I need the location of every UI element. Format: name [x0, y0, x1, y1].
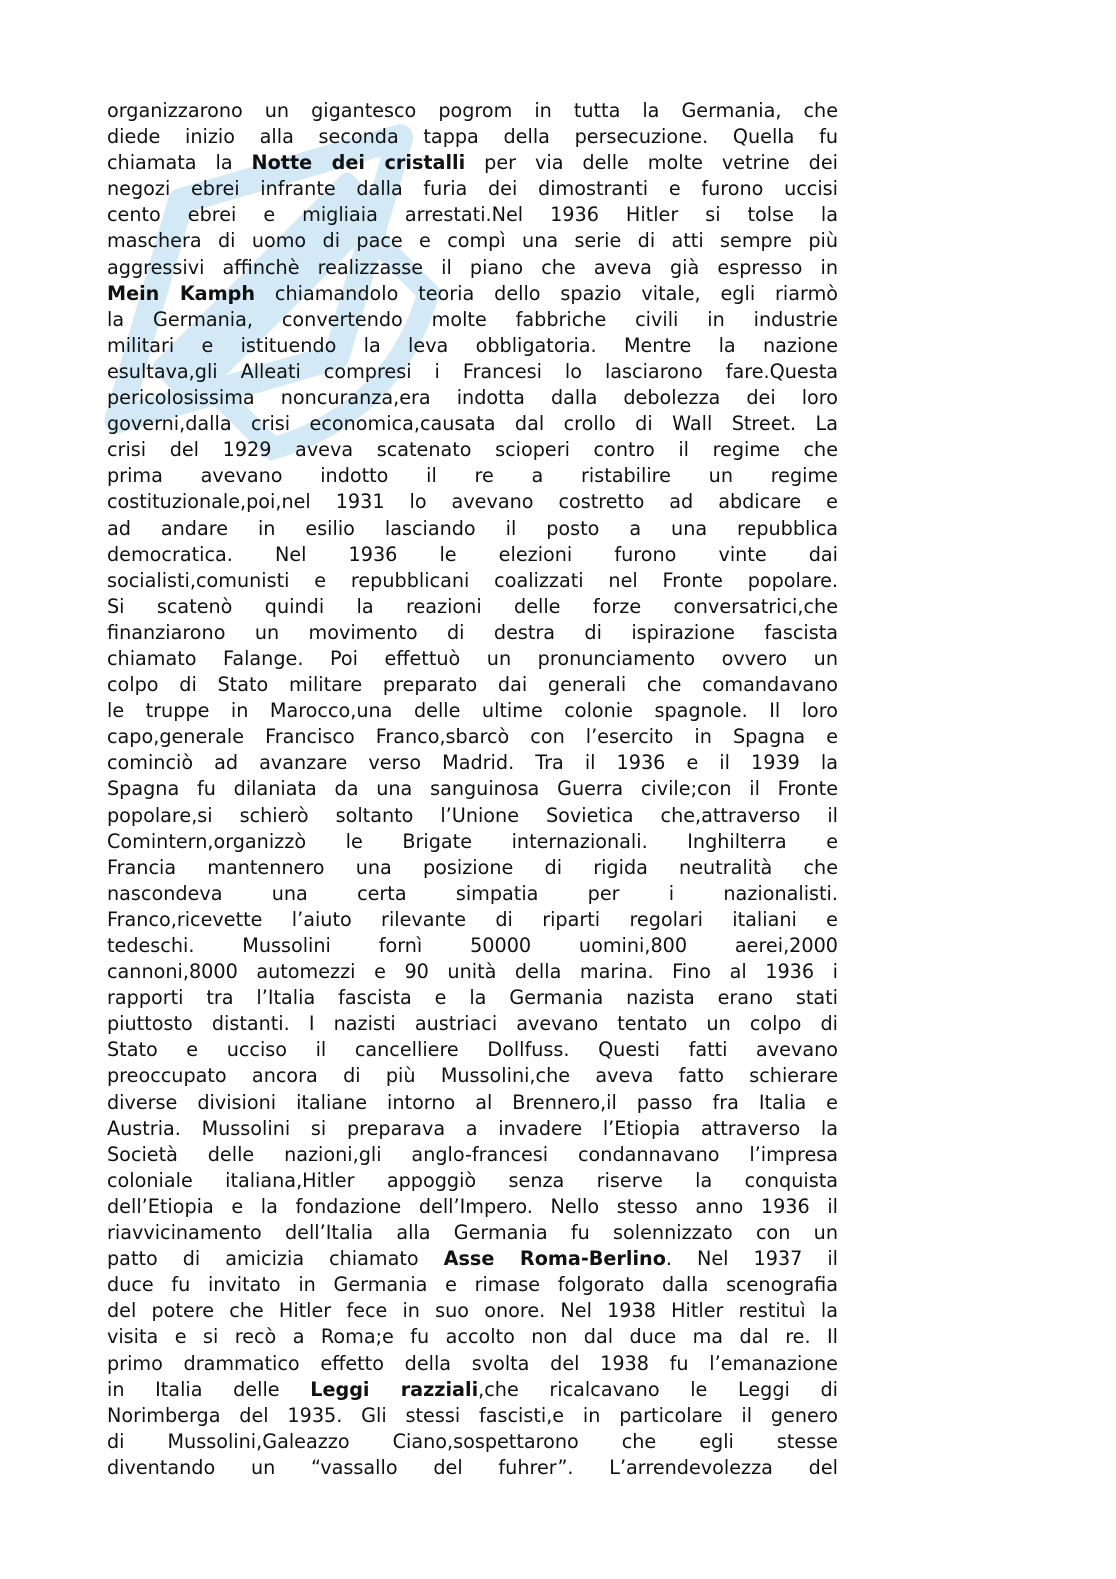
text-segment: primo drammatico effetto della svolta del 1938 fu l’emanazione: [107, 1351, 838, 1375]
text-segment: diverse divisioni italiane intorno al Brennero,il passo fra Italia e: [107, 1090, 838, 1114]
text-line: [107, 1090, 838, 1116]
text-segment: duce fu invitato in Germania e rimase folgorato dalla scenografia: [107, 1273, 838, 1297]
text-segment: chiamato Falange. Poi effettuò un pronunciamento ovvero un: [107, 646, 838, 670]
text-line: [107, 307, 838, 333]
text-line: [107, 1037, 838, 1063]
text-segment: prima avevano indotto il re a ristabilire un regime: [107, 464, 838, 488]
text-line: [107, 620, 838, 646]
text-line: [107, 1272, 838, 1298]
text-line: [107, 1116, 838, 1142]
text-line: [107, 385, 838, 411]
text-segment: per via delle molte vetrine dei: [465, 151, 838, 175]
text-line: [107, 333, 838, 359]
text-segment: rapporti tra l’Italia fascista e la Germania nazista erano stati: [107, 986, 838, 1010]
text-segment: diventando un “vassallo del fuhrer”. L’arrendevolezza del: [107, 1455, 838, 1479]
text-line: [107, 1403, 838, 1429]
text-segment: negozi ebrei infrante dalla furia dei dimostranti e furono uccisi: [107, 177, 838, 201]
text-segment: cannoni,8000 automezzi e 90 unità della marina. Fino al 1936 i: [107, 960, 838, 984]
text-segment: governi,dalla crisi economica,causata dal crollo di Wall Street. La: [107, 412, 838, 436]
text-line: [107, 411, 838, 437]
text-segment: aggressivi affinchè realizzasse il piano che aveva già espresso in: [107, 255, 838, 279]
text-segment: diede inizio alla seconda tappa della persecuzione. Quella fu: [107, 125, 838, 149]
text-line: [107, 1142, 838, 1168]
text-segment: pericolosissima noncuranza,era indotta dalla debolezza dei loro: [107, 386, 838, 410]
document-body: [107, 98, 838, 1481]
text-line: [107, 1377, 838, 1403]
text-segment: riavvicinamento dell’Italia alla Germania fu solennizzato con un: [107, 1221, 838, 1245]
text-segment: in Italia delle: [107, 1377, 311, 1401]
text-line: [107, 255, 838, 281]
text-segment: Norimberga del 1935. Gli stessi fascisti,e in particolare il genero: [107, 1403, 838, 1427]
text-segment: crisi del 1929 aveva scatenato scioperi contro il regime che: [107, 438, 838, 462]
text-segment: finanziarono un movimento di destra di ispirazione fascista: [107, 620, 838, 644]
text-line: [107, 150, 838, 176]
text-line: [107, 829, 838, 855]
text-segment: Comintern,organizzò le Brigate internazionali. Inghilterra e: [107, 829, 838, 853]
text-segment: Francia mantennero una posizione di rigida neutralità che: [107, 855, 838, 879]
text-line: [107, 750, 838, 776]
text-segment: cominciò ad avanzare verso Madrid. Tra il 1936 e il 1939 la: [107, 751, 838, 775]
text-segment: tedeschi. Mussolini fornì 50000 uomini,800 aerei,2000: [107, 934, 838, 957]
text-segment: preoccupato ancora di più Mussolini,che aveva fatto schierare: [107, 1064, 838, 1088]
text-segment: socialisti,comunisti e repubblicani coalizzati nel Fronte popolare.: [107, 568, 838, 592]
text-line: [107, 646, 838, 672]
text-line: [107, 672, 838, 698]
text-line: [107, 228, 838, 254]
text-segment: Società delle nazioni,gli anglo-francesi condannavano l’impresa: [107, 1142, 838, 1166]
text-segment: esultava,gli Alleati compresi i Francesi lo lasciarono fare.Questa: [107, 359, 838, 383]
bold-term: Asse Roma-Berlino: [443, 1247, 666, 1271]
text-segment: maschera di uomo di pace e compì una serie di atti sempre più: [107, 229, 838, 253]
text-line: [107, 516, 838, 542]
text-line: [107, 959, 838, 985]
text-line: [107, 594, 838, 620]
text-segment: patto di amicizia chiamato: [107, 1247, 444, 1271]
text-segment: ad andare in esilio lasciando il posto a una repubblica: [107, 516, 838, 540]
text-line: [107, 1351, 838, 1377]
text-line: [107, 1194, 838, 1220]
text-segment: Austria. Mussolini si preparava a invadere l’Etiopia attraverso la: [107, 1116, 838, 1140]
text-segment: nascondeva una certa simpatia per i nazionalisti.: [107, 881, 838, 905]
text-segment: ,che ricalcavano le Leggi di: [478, 1377, 838, 1401]
text-line: [107, 1220, 838, 1246]
text-line: [107, 463, 838, 489]
text-segment: Si scatenò quindi la reazioni delle forze conversatrici,che: [107, 594, 838, 618]
text-line: [107, 1168, 838, 1194]
text-line: [107, 1455, 838, 1481]
text-segment: . Nel 1937 il: [665, 1247, 839, 1271]
text-segment: cento ebrei e migliaia arrestati.Nel 1936 Hitler si tolse la: [107, 203, 838, 227]
text-line: [107, 803, 838, 829]
text-segment: Franco,ricevette l’aiuto rilevante di riparti regolari italiani e: [107, 907, 838, 931]
text-line: [107, 776, 838, 802]
text-line: [107, 281, 838, 307]
bold-term: Mein Kamph: [107, 281, 256, 305]
text-line: [107, 881, 838, 907]
text-line: [107, 568, 838, 594]
text-line: [107, 933, 838, 959]
text-line: [107, 855, 838, 881]
text-segment: del potere che Hitler fece in suo onore. Nel 1938 Hitler restituì la: [107, 1299, 838, 1323]
text-line: [107, 1298, 838, 1324]
text-segment: Stato e ucciso il cancelliere Dollfuss. Questi fatti avevano: [107, 1038, 838, 1062]
text-line: [107, 724, 838, 750]
text-line: [107, 698, 838, 724]
text-segment: dell’Etiopia e la fondazione dell’Impero. Nello stesso anno 1936 il: [107, 1194, 838, 1218]
text-segment: organizzarono un gigantesco pogrom in tutta la Germania, che: [107, 99, 838, 122]
text-segment: chiamata la: [107, 151, 252, 175]
text-segment: visita e si recò a Roma;e fu accolto non dal duce ma dal re. Il: [107, 1325, 838, 1349]
bold-term: Notte dei cristalli: [251, 151, 466, 175]
text-segment: democratica. Nel 1936 le elezioni furono vinte dai: [107, 542, 838, 566]
text-line: [107, 176, 838, 202]
text-segment: capo,generale Francisco Franco,sbarcò con l’esercito in Spagna e: [107, 725, 838, 749]
text-line: [107, 1011, 838, 1037]
text-segment: la Germania, convertendo molte fabbriche civili in industrie: [107, 307, 838, 331]
text-line: [107, 542, 838, 568]
text-segment: piuttosto distanti. I nazisti austriaci avevano tentato un colpo di: [107, 1012, 838, 1036]
text-segment: coloniale italiana,Hitler appoggiò senza riserve la conquista: [107, 1168, 838, 1192]
text-segment: le truppe in Marocco,una delle ultime colonie spagnole. Il loro: [107, 699, 838, 723]
text-segment: popolare,si schierò soltanto l’Unione Sovietica che,attraverso il: [107, 803, 838, 827]
text-segment: costituzionale,poi,nel 1931 lo avevano costretto ad abdicare e: [107, 490, 838, 514]
text-segment: militari e istituendo la leva obbligatoria. Mentre la nazione: [107, 333, 838, 357]
text-line: [107, 202, 838, 228]
text-line: [107, 124, 838, 150]
text-segment: colpo di Stato militare preparato dai generali che comandavano: [107, 673, 838, 697]
text-line: [107, 359, 838, 385]
text-line: [107, 1429, 838, 1455]
text-line: [107, 1324, 838, 1350]
text-line: [107, 1063, 838, 1089]
text-line: [107, 437, 838, 463]
text-line: [107, 98, 838, 124]
text-line: [107, 985, 838, 1011]
text-line: [107, 489, 838, 515]
text-segment: Spagna fu dilaniata da una sanguinosa Guerra civile;con il Fronte: [107, 777, 838, 801]
text-segment: di Mussolini,Galeazzo Ciano,sospettarono che egli stesse: [107, 1429, 838, 1453]
text-segment: chiamandolo teoria dello spazio vitale, egli riarmò: [255, 281, 839, 305]
text-line: [107, 1246, 838, 1272]
bold-term: Leggi razziali: [310, 1377, 479, 1401]
text-line: [107, 907, 838, 933]
